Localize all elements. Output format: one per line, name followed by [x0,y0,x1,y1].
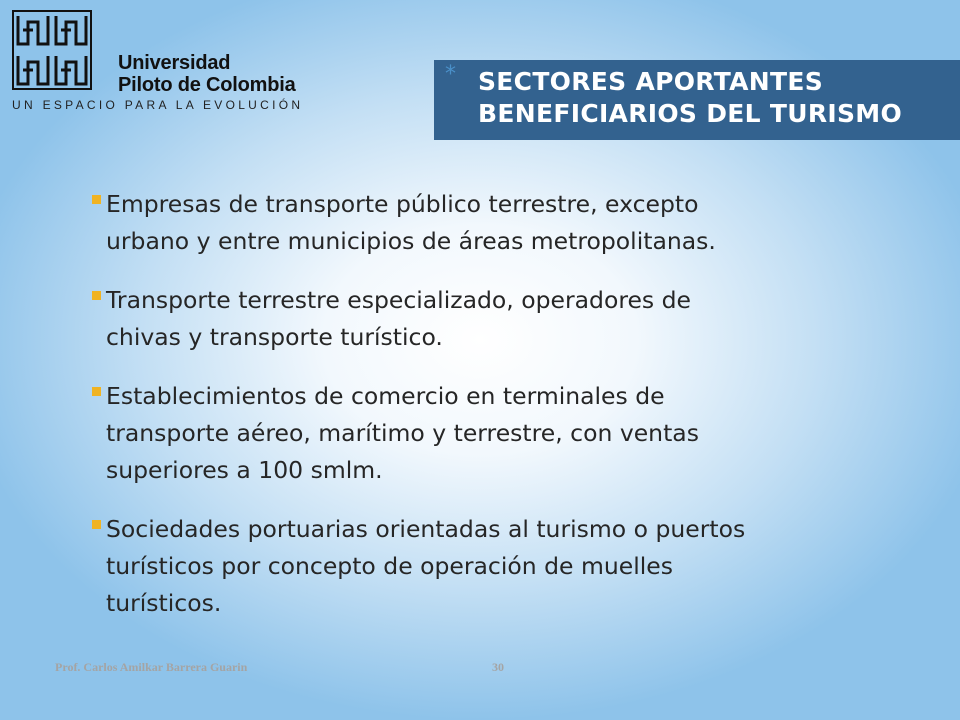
university-logo [12,10,312,110]
bullet-text-line: Sociedades portuarias orientadas al turismo o puertos [106,515,746,543]
university-name-line-2: Piloto de Colombia [118,74,296,96]
bullet-text-line: Empresas de transporte público terrestre, excepto [106,190,699,218]
bullet-item [92,378,932,489]
page-number: 30 [492,660,504,674]
slide-title-line-2: BENEFICIARIOS DEL TURISMO [478,99,903,128]
square-bullet-icon [92,520,101,529]
footer-author: Prof. Carlos Amilkar Barrera Guarin [55,660,248,674]
university-tagline: UN ESPACIO PARA LA EVOLUCIÓN [12,98,304,112]
title-asterisk-icon: * [445,62,456,87]
university-emblem-icon [12,10,92,90]
bullet-text-line: turísticos por concepto de operación de muelles [106,552,673,580]
bullet-text-line: Transporte terrestre especializado, operadores de [106,286,692,314]
bullet-item [92,511,932,622]
slide-title-line-1: SECTORES APORTANTES [478,67,824,96]
square-bullet-icon [92,387,101,396]
bullet-text-line: superiores a 100 smlm. [106,456,383,484]
bullet-text-line: chivas y transporte turístico. [106,323,443,351]
bullet-text-line: Establecimientos de comercio en terminales de [106,382,665,410]
bullet-text-line: transporte aéreo, marítimo y terrestre, con ventas [106,419,699,447]
square-bullet-icon [92,291,101,300]
bullet-item [92,186,932,260]
university-name-line-1: Universidad [118,52,231,74]
bullet-text-line: urbano y entre municipios de áreas metropolitanas. [106,227,716,255]
square-bullet-icon [92,195,101,204]
slide-title [478,66,948,130]
bullet-text-line: turísticos. [106,589,222,617]
bullet-list [92,186,932,644]
university-name [118,52,296,96]
bullet-item [92,282,932,356]
